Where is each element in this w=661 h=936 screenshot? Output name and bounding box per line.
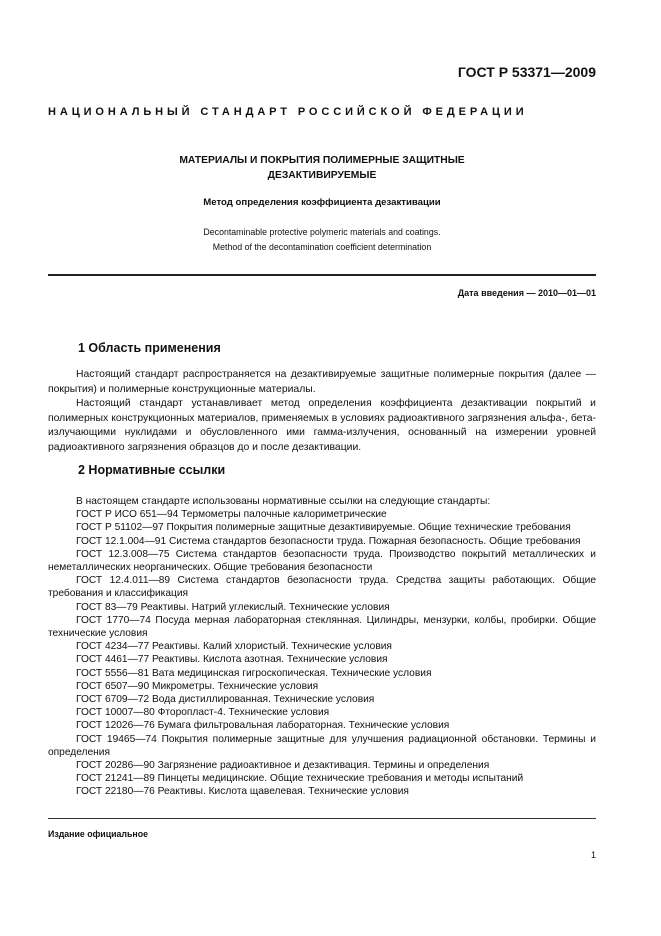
reference-item: ГОСТ 12026—76 Бумага фильтровальная лабораторная. Технические условия: [76, 720, 450, 732]
section-1-paragraph: Настоящий стандарт распространяется на дезактивируемые защитные полимерные покрытия (далее — покрытия) и полимерные конструкционные материалы.: [48, 369, 596, 395]
reference-item: ГОСТ 4234—77 Реактивы. Калий хлористый. Технические условия: [76, 641, 392, 653]
introduction-date: Дата введения — 2010—01—01: [457, 288, 596, 298]
page-number: 1: [590, 850, 596, 860]
edition-note: Издание официальное: [48, 829, 148, 839]
reference-item: ГОСТ 12.4.011—89 Система стандартов безопасности труда. Средства защиты работающих. Общие требования и классификация: [48, 575, 596, 600]
title-line-2: ДЕЗАКТИВИРУЕМЫЕ: [267, 170, 377, 181]
reference-item: ГОСТ 12.3.008—75 Система стандартов безопасности труда. Производство покрытий металлических и неметаллических неорганических. Общие требования безопасности: [48, 548, 596, 574]
reference-item: ГОСТ Р 51102—97 Покрытия полимерные защитные дезактивируемые. Общие технические требования: [76, 522, 571, 534]
reference-item: ГОСТ 21241—89 Пинцеты медицинские. Общие технические требования и методы испытаний: [76, 773, 524, 785]
reference-item: ГОСТ 12.1.004—91 Система стандартов безопасности труда. Пожарная безопасность. Общие требования: [76, 535, 581, 547]
english-title-line-1: Decontaminable protective polymeric materials and coatings.: [203, 227, 441, 237]
national-standard-banner: НАЦИОНАЛЬНЫЙ СТАНДАРТ РОССИЙСКОЙ ФЕДЕРАЦИИ: [48, 106, 528, 118]
footer-divider: [48, 818, 596, 819]
reference-item: ГОСТ 4461—77 Реактивы. Кислота азотная. Технические условия: [76, 654, 388, 666]
title-line-1: МАТЕРИАЛЫ И ПОКРЫТИЯ ПОЛИМЕРНЫЕ ЗАЩИТНЫЕ: [179, 155, 465, 166]
section-2-heading: 2 Нормативные ссылки: [78, 463, 226, 477]
reference-item: ГОСТ 22180—76 Реактивы. Кислота щавелевая. Технические условия: [76, 786, 409, 798]
reference-item: ГОСТ 6709—72 Вода дистиллированная. Технические условия: [76, 694, 375, 706]
references-intro: В настоящем стандарте использованы нормативные ссылки на следующие стандарты:: [76, 496, 491, 507]
header-divider: [48, 274, 596, 276]
english-title: [48, 225, 596, 255]
section-1-heading: 1 Область применения: [78, 341, 221, 355]
section-1-paragraph: Настоящий стандарт устанавливает метод определения коэффициента дезактивации покрытий и полимерных конструкционных материалов, применяемых в условиях радиоактивного загрязнения альфа-, бета-излучающими нуклидами и обусловленного ими гамма-излучения, основанный на измерении уровней радиоактивного загрязнения образцов до и после дезактивации.: [48, 398, 596, 453]
english-title-line-2: Method of the decontamination coefficient determination: [212, 242, 432, 252]
reference-item: ГОСТ 10007—80 Фторопласт-4. Технические условия: [76, 707, 330, 719]
reference-item: ГОСТ 5556—81 Вата медицинская гигроскопическая. Технические условия: [76, 667, 432, 679]
section-1-body: [48, 368, 596, 456]
standard-number: ГОСТ Р 53371—2009: [457, 64, 596, 80]
document-subtitle: Метод определения коэффициента дезактивации: [203, 197, 441, 208]
reference-item: ГОСТ 1770—74 Посуда мерная лабораторная стеклянная. Цилиндры, мензурки, колбы, пробирки. Общие технические условия: [48, 614, 596, 640]
reference-item: ГОСТ 83—79 Реактивы. Натрий углекислый. Технические условия: [76, 601, 390, 613]
reference-item: ГОСТ 20286—90 Загрязнение радиоактивное и дезактивация. Термины и определения: [76, 760, 490, 772]
reference-item: ГОСТ Р ИСО 651—94 Термометры палочные калориметрические: [76, 509, 387, 521]
references-list: [48, 495, 596, 799]
document-title: [48, 153, 596, 183]
reference-item: ГОСТ 6507—90 Микрометры. Технические условия: [76, 680, 319, 692]
reference-item: ГОСТ 19465—74 Покрытия полимерные защитные для улучшения радиационной обстановки. Термины и определения: [48, 733, 596, 758]
